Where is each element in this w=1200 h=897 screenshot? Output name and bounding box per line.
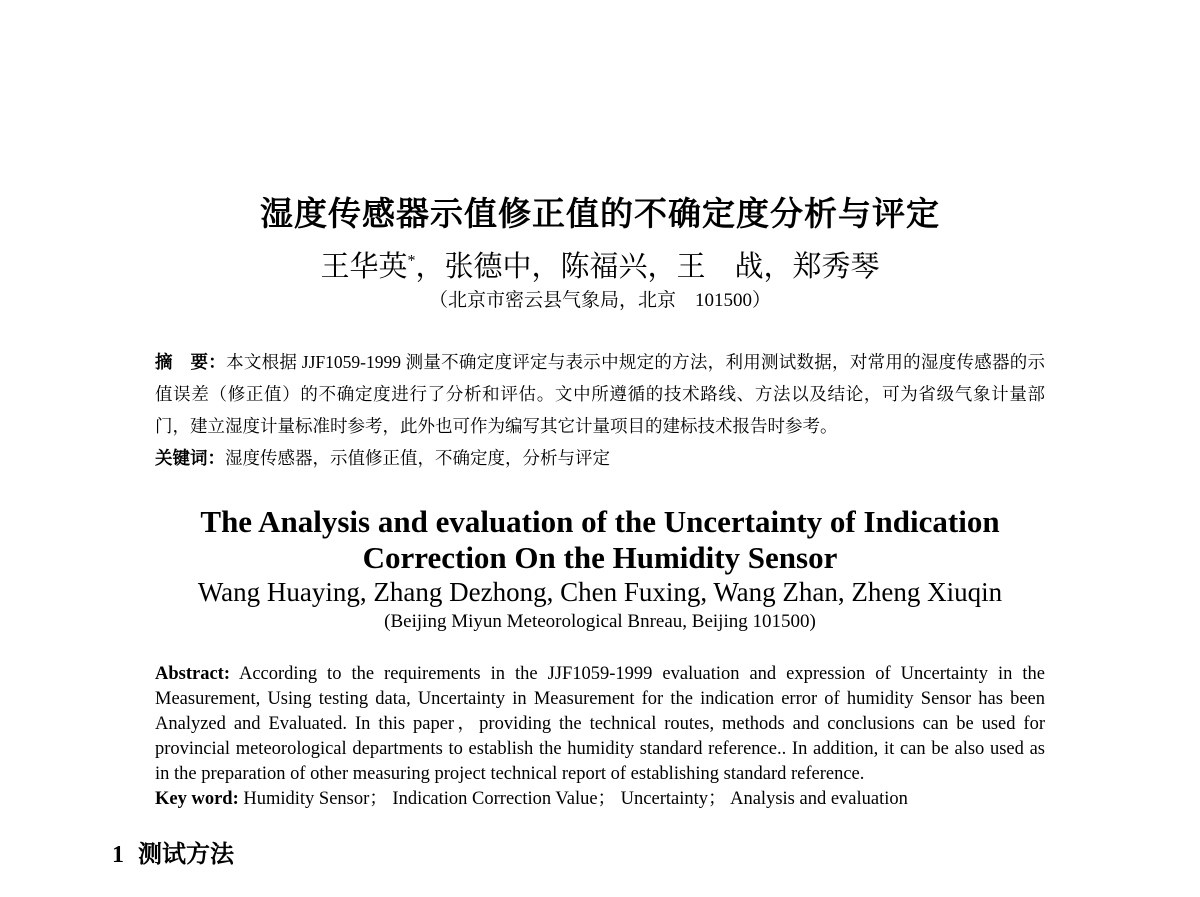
cn-keywords — [155, 442, 1045, 474]
author-footnote-marker: * — [407, 252, 416, 270]
cn-affiliation: （北京市密云县气象局，北京 101500） — [428, 290, 771, 311]
en-title-line-2: Correction On the Humidity Sensor — [362, 540, 838, 575]
en-affiliation: (Beijing Miyun Meteorological Bnreau, Beijing 101500) — [384, 611, 816, 632]
en-keyword-label: Key word: — [155, 789, 239, 809]
cn-abstract-text: 本文根据 JJF1059-1999 测量不确定度评定与表示中规定的方法，利用测试数据，对常用的湿度传感器的示值误差（修正值）的不确定度进行了分析和评估。文中所遵循的技术路线、方法以及结论，可为省级气象计量部门，建立湿度计量标准时参考，此外也可作为编写其它计量项目的建标技术报告时参考。 — [155, 352, 1045, 436]
en-authors: Wang Huaying, Zhang Dezhong, Chen Fuxing, Wang Zhan, Zheng Xiuqin — [197, 577, 1003, 607]
cn-abstract-label: 摘 要： — [155, 352, 227, 372]
en-abstract-label: Abstract: — [155, 664, 231, 684]
en-title — [0, 504, 1200, 576]
cn-keywords-text: 湿度传感器，示值修正值，不确定度，分析与评定 — [225, 448, 610, 468]
cn-title: 湿度传感器示值修正值的不确定度分析与评定 — [260, 195, 940, 232]
cn-abstract — [155, 346, 1045, 442]
en-title-line-1: The Analysis and evaluation of the Uncertainty of Indication — [200, 504, 1000, 539]
section-1-heading — [112, 840, 1200, 870]
cn-keywords-label: 关键词： — [155, 448, 225, 468]
en-keyword — [155, 787, 1045, 812]
cn-author-first: 王华英 — [320, 251, 408, 283]
en-keyword-text: Humidity Sensor； Indication Correction Value； Uncertainty； Analysis and evaluation — [238, 789, 908, 809]
cn-authors-rest: ，张德中，陈福兴，王 战，郑秀琴 — [415, 251, 880, 283]
en-abstract-text: According to the requirements in the JJF1059-1999 evaluation and expression of Uncertainty in the Measurement, Using testing data, Uncertainty in Measurement for the indication error of humidity Sensor has been Analyzed and Evaluated. In this paper，providing the technical routes, methods and conclusions can be used for provincial meteorological departments to establish the humidity standard reference.. In addition, it can be also used as in the preparation of other measuring project technical report of establishing standard reference. — [155, 664, 1045, 784]
section-1-title: 测试方法 — [138, 842, 234, 868]
section-1-number: 1 — [112, 842, 124, 868]
cn-authors — [0, 248, 1200, 286]
en-abstract — [155, 662, 1045, 787]
